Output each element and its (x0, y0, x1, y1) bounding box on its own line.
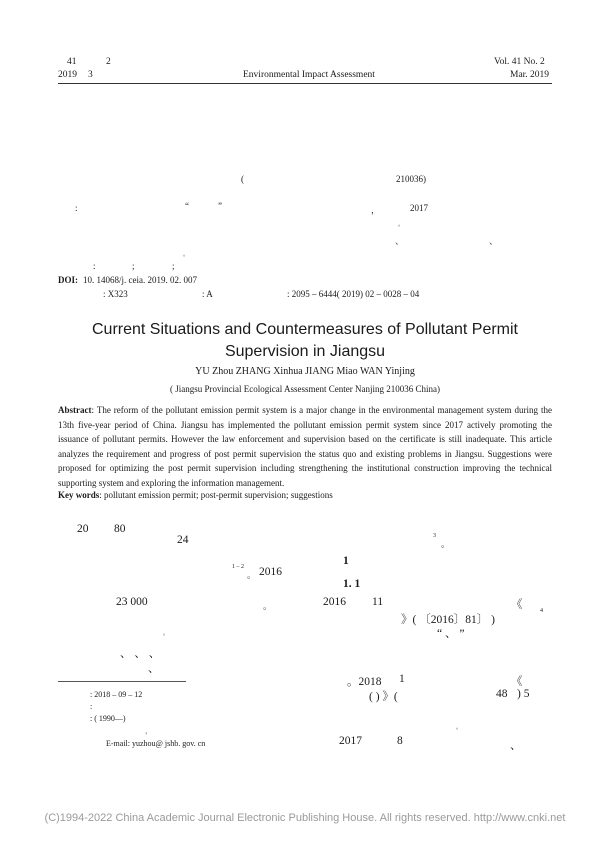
body-dot-g: 。 (456, 725, 463, 731)
body-dot-d: 。 (163, 631, 170, 637)
body-dot-b: 。 (247, 570, 257, 580)
header-volume: 41 (67, 57, 77, 67)
body-document-1: 》( 〔2016〕81〕 ) (401, 614, 495, 626)
cn-mark-2: 、 (489, 236, 499, 246)
body-dot-c: 。 (263, 601, 273, 611)
cn-affiliation-open: ( (241, 174, 244, 184)
header-vol-no: Vol. 41 No. 2 (494, 57, 545, 67)
document-code: : A (202, 289, 213, 299)
header-month: 3 (88, 70, 93, 80)
section-heading-1: 1 (343, 555, 349, 567)
header-rule (58, 83, 552, 84)
copyright-footer: (C)1994-2022 China Academic Journal Electronic Publishing House. All rights reserved. http://www.cnki.net (44, 812, 566, 824)
header-year: 2019 (58, 70, 77, 80)
clc-number: : X323 (103, 289, 128, 299)
body-month-8: 8 (397, 735, 403, 747)
body-mark-e: 、 (148, 663, 160, 675)
body-number-20: 20 (77, 523, 89, 535)
footnote-email: E-mail: yuzhou@ jshb. gov. cn (106, 739, 206, 748)
body-book-open-2: 《 (511, 676, 523, 688)
body-ref-5: ) 5 (517, 688, 530, 700)
body-quote-pair: “ 、 ” (437, 628, 465, 640)
body-ref-3: 3 (433, 533, 436, 539)
body-month-11: 11 (372, 596, 384, 608)
keywords-label: Key words (58, 490, 100, 500)
footnote-author: : ( 1990—) (90, 714, 126, 723)
english-title-line-2: Supervision in Jiangsu (224, 343, 386, 360)
cn-abstract-year: 2017 (410, 203, 428, 213)
doi-label: DOI: (58, 275, 78, 285)
english-title-line-1: Current Situations and Countermeasures of Pollutant Permit (92, 321, 518, 338)
body-year-2018: 。2018 (347, 676, 382, 688)
english-authors: YU Zhou ZHANG Xinhua JIANG Miao WAN Yinjing (195, 366, 415, 377)
section-heading-1-1: 1. 1 (343, 578, 361, 590)
body-year-2017: 2017 (339, 735, 362, 747)
abstract-text: : The reform of the pollutant emission permit system is a major change in the environmental management system during the 13th five-year period of China. Jiangsu has implemented the pollutant emission permit system since 2017 actively promoting the issuance of pollutant permits. However the law enforcement and supervision based on the certificate is still inadequate. This article analyzes the requirement and progress of post permit supervision the status quo and existing problems in Jiangsu. Suggestions were proposed for optimizing the post permit supervision including strengthening the institutional construction improving the technical supporting system and exploring the information management. (58, 405, 552, 488)
header-issue: 2 (106, 57, 111, 67)
body-mark-h: 、 (510, 740, 522, 752)
cn-quote-open: “ (185, 201, 189, 211)
footnote-comma: ， (145, 727, 152, 735)
article-number: : 2095 – 6444( 2019) 02 – 0028 – 04 (287, 289, 420, 299)
header-journal: Environmental Impact Assessment (243, 70, 375, 80)
body-year-2016-a: 2016 (259, 566, 282, 578)
cn-mark-1: 、 (395, 236, 405, 246)
cn-affiliation-code: 210036) (396, 174, 426, 184)
cn-dot-1: 。 (398, 222, 405, 228)
body-ref-1-2: 1 – 2 (232, 564, 244, 570)
cn-keywords-sep-2: ; (172, 261, 175, 271)
english-keywords (58, 490, 333, 500)
cn-keywords-colon: : (93, 261, 96, 271)
footnote-rule (58, 681, 186, 682)
body-document-2: ( ) 》( (369, 691, 398, 703)
body-number-23000: 23 000 (116, 596, 148, 608)
doi-value: 10. 14068/j. ceia. 2019. 02. 007 (83, 275, 197, 285)
english-abstract (58, 403, 552, 491)
cn-comma: ， (371, 205, 381, 215)
body-ref-4: 4 (540, 608, 543, 614)
keywords-text: : pollutant emission permit; post-permit supervision; suggestions (99, 490, 333, 500)
cn-quote-close: ” (218, 201, 222, 211)
body-number-48: 48 (496, 688, 508, 700)
cn-keywords-sep-1: ; (132, 261, 135, 271)
body-number-24: 24 (177, 534, 189, 546)
body-month-1: 1 (399, 673, 405, 685)
body-book-open-1: 《 (511, 599, 523, 611)
footnote-received: : 2018 – 09 – 12 (90, 690, 143, 699)
body-marks-row: 、 、 、 (120, 648, 161, 660)
english-affiliation: ( Jiangsu Provincial Ecological Assessment Center Nanjing 210036 China) (170, 384, 440, 394)
cn-dot-2: 。 (183, 252, 190, 258)
body-dot-a: 。 (441, 539, 451, 549)
cn-abstract-colon: : (75, 203, 78, 213)
abstract-label: Abstract (58, 405, 92, 415)
header-date: Mar. 2019 (510, 70, 550, 80)
body-number-80: 80 (114, 523, 126, 535)
body-year-2016-b: 2016 (323, 596, 346, 608)
footnote-fund: : (90, 702, 93, 711)
